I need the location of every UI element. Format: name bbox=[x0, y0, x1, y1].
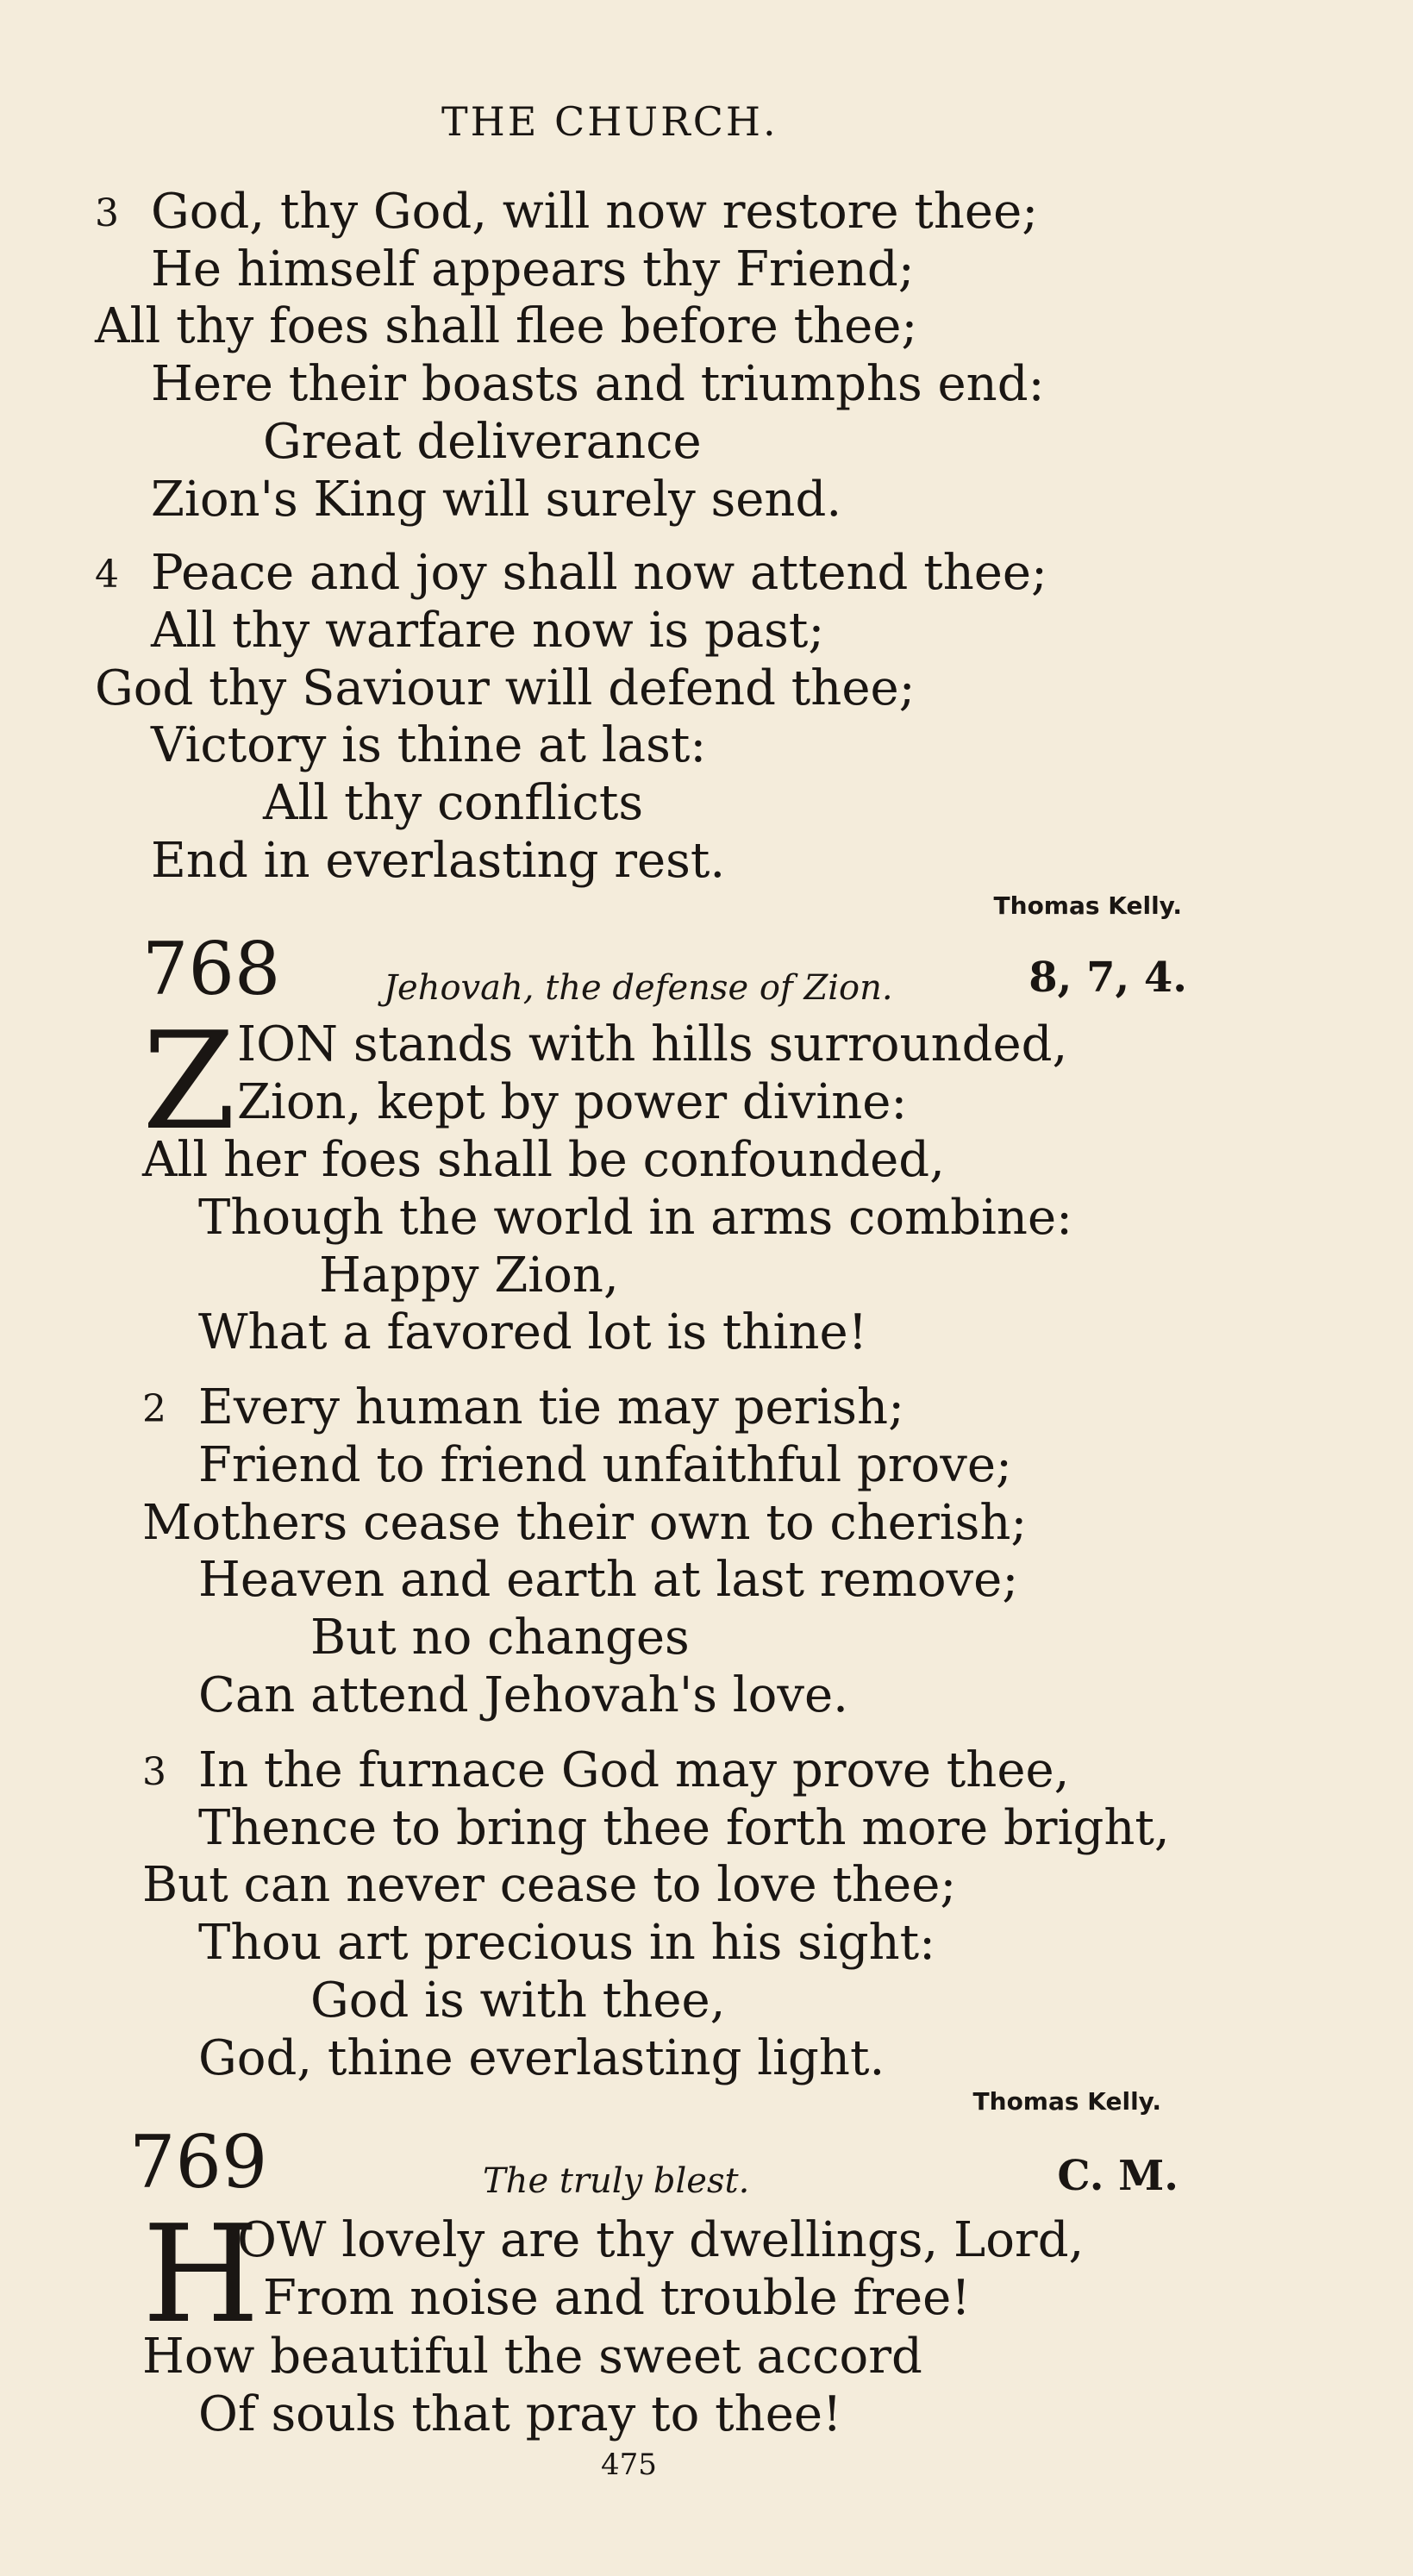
hymn-number: 768 bbox=[142, 927, 281, 1011]
hymn-meter: C. M. bbox=[1057, 2152, 1179, 2200]
drop-cap: Z bbox=[142, 1003, 236, 1160]
drop-cap: H bbox=[142, 2196, 260, 2353]
verse-line-first: OW lovely are thy dwellings, Lord, bbox=[237, 2212, 1085, 2268]
author-attribution: Thomas Kelly. bbox=[993, 891, 1182, 920]
verse-line: Can attend Jehovah's love. bbox=[198, 1667, 848, 1723]
page-number: 475 bbox=[601, 2448, 657, 2482]
author-attribution: Thomas Kelly. bbox=[972, 2087, 1161, 2116]
stanza-number: 4 bbox=[95, 553, 119, 597]
stanza-number: 3 bbox=[142, 1750, 166, 1794]
verse-line: Mothers cease their own to cherish; bbox=[142, 1495, 1028, 1551]
verse-line: Heaven and earth at last remove; bbox=[198, 1552, 1019, 1608]
verse-line: From noise and trouble free! bbox=[263, 2270, 971, 2326]
verse-line: Of souls that pray to thee! bbox=[198, 2386, 842, 2442]
stanza-number: 3 bbox=[95, 191, 119, 235]
verse-line: Peace and joy shall now attend thee; bbox=[151, 545, 1047, 601]
hymn-meter: 8, 7, 4. bbox=[1028, 953, 1187, 1002]
verse-line: God is with thee, bbox=[310, 1973, 726, 2029]
verse-line: Every human tie may perish; bbox=[198, 1379, 904, 1435]
verse-line: Thou art precious in his sight: bbox=[198, 1915, 936, 1971]
verse-line: Zion's King will surely send. bbox=[151, 472, 842, 528]
verse-line: Zion, kept by power divine: bbox=[237, 1074, 908, 1130]
stanza-number: 2 bbox=[142, 1387, 166, 1431]
verse-line: He himself appears thy Friend; bbox=[151, 241, 915, 297]
hymn-title: Jehovah, the defense of Zion. bbox=[384, 968, 893, 1008]
verse-line: Happy Zion, bbox=[319, 1247, 619, 1304]
verse-line: All thy warfare now is past; bbox=[151, 603, 825, 659]
verse-line: In the furnace God may prove thee, bbox=[198, 1742, 1070, 1798]
verse-line: God thy Saviour will defend thee; bbox=[95, 660, 916, 716]
verse-line: Thence to bring thee forth more bright, bbox=[198, 1800, 1170, 1856]
hymn-number: 769 bbox=[129, 2120, 268, 2204]
verse-line: Friend to friend unfaithful prove; bbox=[198, 1437, 1012, 1493]
verse-line: But no changes bbox=[310, 1610, 690, 1666]
running-head: THE CHURCH. bbox=[441, 98, 778, 145]
verse-line: All her foes shall be confounded, bbox=[142, 1132, 945, 1188]
hymn-title: The truly blest. bbox=[483, 2161, 750, 2201]
verse-line: Great deliverance bbox=[263, 414, 702, 470]
verse-line: God, thine everlasting light. bbox=[198, 2030, 885, 2086]
verse-line: How beautiful the sweet accord bbox=[142, 2329, 922, 2385]
verse-line: All thy conflicts bbox=[263, 775, 644, 831]
verse-line: But can never cease to love thee; bbox=[142, 1857, 957, 1913]
verse-line: All thy foes shall flee before thee; bbox=[95, 298, 918, 354]
verse-line: Here their boasts and triumphs end: bbox=[151, 356, 1045, 412]
verse-line: What a favored lot is thine! bbox=[198, 1304, 868, 1360]
verse-line: Victory is thine at last: bbox=[151, 717, 707, 773]
verse-line-first: ION stands with hills surrounded, bbox=[237, 1016, 1068, 1072]
verse-line: Though the world in arms combine: bbox=[198, 1190, 1072, 1246]
verse-line: End in everlasting rest. bbox=[151, 833, 726, 889]
verse-line: God, thy God, will now restore thee; bbox=[151, 184, 1039, 240]
